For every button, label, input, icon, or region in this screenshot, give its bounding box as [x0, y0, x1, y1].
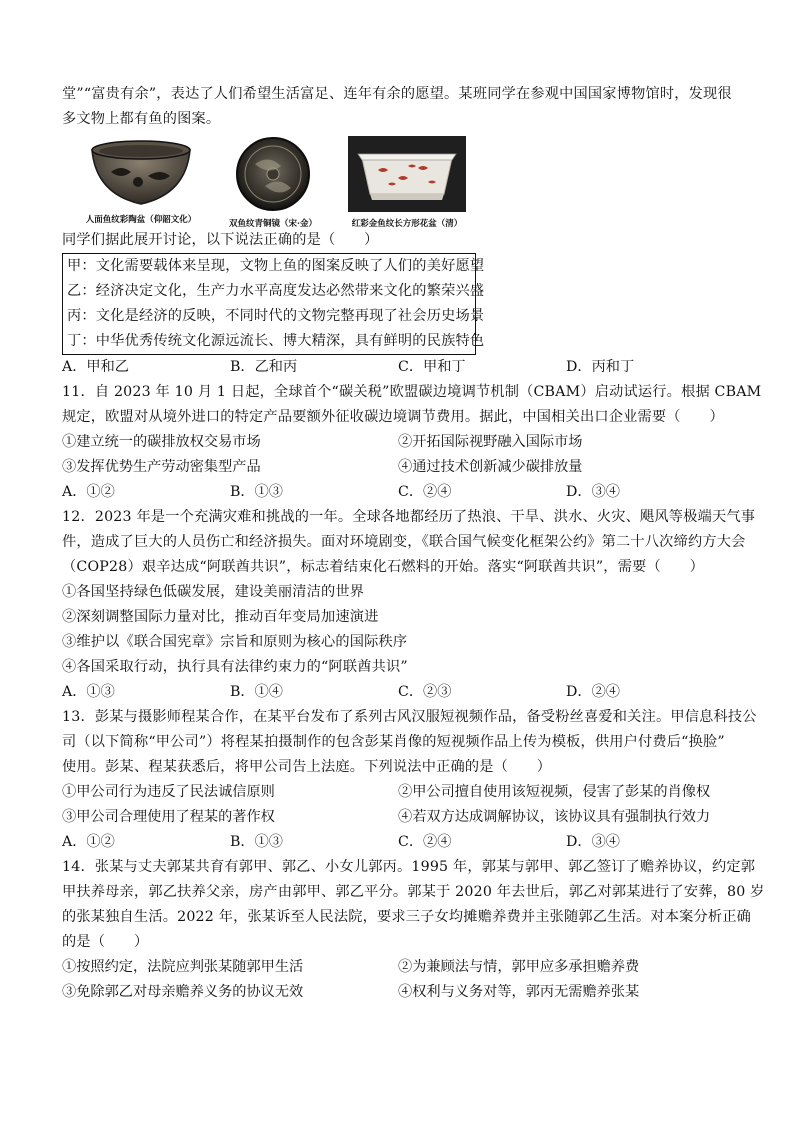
q13-options [62, 830, 734, 855]
q11-stem-2: 规定，欧盟对从境外进口的特定产品要额外征收碳边境调节费用。据此，中国相关出口企业需要（ ） [62, 409, 724, 425]
q13-option-d[interactable]: D．③④ [566, 834, 620, 850]
q10-option-c[interactable]: C．甲和丁 [398, 359, 466, 375]
artifact-images [62, 136, 734, 228]
q10-statement-yi: 乙：经济决定文化，生产力水平高度发达必然带来文化的繁荣兴盛 [67, 283, 485, 299]
q13-items-row-2 [62, 805, 734, 830]
q10-option-a[interactable]: A．甲和乙 [62, 359, 129, 375]
q13-stem-2: 司（以下简称“甲公司”）将程某拍摄制作的包含彭某肖像的短视频作品上传为模板，供用户付费后“换脸” [62, 734, 725, 750]
q11-options [62, 480, 734, 505]
q11-item-2: ②开拓国际视野融入国际市场 [398, 434, 583, 450]
q14-stem-2: 甲扶养母亲，郭乙扶养父亲，房产由郭甲、郭乙平分。郭某于 2020 年去世后，郭乙对郭某进行了安葬，80 岁 [62, 884, 765, 900]
q10-option-d[interactable]: D．丙和丁 [566, 359, 635, 375]
q11-option-c[interactable]: C．②④ [398, 484, 452, 500]
artifact-flowerpot-caption: 红彩金鱼纹长方形花盆（清） [351, 219, 463, 229]
q11-items-row-2 [62, 455, 734, 480]
q10-statement-box [62, 253, 485, 355]
q13-item-2: ②甲公司擅自使用该短视频，侵害了彭某的肖像权 [398, 784, 711, 800]
q14-item-2: ②为兼顾法与情，郭甲应多承担赡养费 [398, 959, 640, 975]
intro-line-1: 堂”“富贵有余”，表达了人们希望生活富足、连年有余的愿望。某班同学在参观中国国家博物馆时，发现很 [62, 86, 732, 102]
q14-stem-1: 14．张某与丈夫郭某共育有郭甲、郭乙、小女儿郭丙。1995 年，郭某与郭甲、郭乙签订了赡养协议，约定郭 [62, 859, 756, 875]
q12-options [62, 680, 734, 705]
q13-item-4: ④若双方达成调解协议，该协议具有强制执行效力 [398, 809, 711, 825]
q10-options [62, 355, 734, 380]
q13-item-3: ③甲公司合理使用了程某的著作权 [62, 809, 275, 825]
exam-page [62, 82, 765, 1005]
q12-stem-3: （COP28）艰辛达成“阿联酋共识”，标志着结束化石燃料的开始。落实“阿联酋共识”，需要（ ） [62, 559, 705, 575]
q12-option-d[interactable]: D．②④ [566, 684, 620, 700]
q13-option-a[interactable]: A．①② [62, 834, 115, 850]
q12-stem-1: 12．2023 年是一个充满灾难和挑战的一年。全球各地都经历了热浪、干旱、洪水、火灾、飓风等极端天气事 [62, 509, 756, 525]
artifact-mirror-caption: 双鱼纹青铜镜（宋·金） [229, 219, 317, 229]
q12-option-b[interactable]: B．①④ [230, 684, 283, 700]
q12-item-4: ④各国采取行动，执行具有法律约束力的“阿联酋共识” [62, 659, 408, 675]
fish-pattern-bowl-image [86, 136, 196, 208]
q14-items-row-1 [62, 955, 734, 980]
artifact-mirror [208, 136, 338, 230]
q14-items-row-2 [62, 980, 734, 1005]
q12-option-a[interactable]: A．①③ [62, 684, 115, 700]
artifact-flowerpot [342, 136, 472, 230]
intro-line-2: 多文物上都有鱼的图案。 [62, 111, 221, 127]
q12-stem-2: 件，造成了巨大的人员伤亡和经济损失。面对环境剧变，《联合国气候变化框架公约》第二十八次缔约方大会 [62, 534, 746, 550]
q14-item-4: ④权利与义务对等，郭丙无需赡养张某 [398, 984, 640, 1000]
q10-option-b[interactable]: B．乙和丙 [230, 359, 298, 375]
q11-item-3: ③发挥优势生产劳动密集型产品 [62, 459, 261, 475]
q13-option-c[interactable]: C．②④ [398, 834, 452, 850]
double-fish-mirror-image [225, 136, 321, 212]
q10-statement-bing: 丙：文化是经济的反映，不同时代的文物完整再现了社会历史场景 [67, 308, 485, 324]
q12-option-c[interactable]: C．②③ [398, 684, 452, 700]
q14-stem-3: 的张某独自生活。2022 年，张某诉至人民法院，要求三子女均摊赡养费并主张随郭乙生活。对本案分析正确 [62, 909, 752, 925]
q11-items-row-1 [62, 430, 734, 455]
artifact-bowl-caption: 人面鱼纹彩陶盆（仰韶文化） [85, 215, 197, 225]
q11-option-a[interactable]: A．①② [62, 484, 115, 500]
q13-stem-3: 使用。彭某、程某获悉后，将甲公司告上法庭。下列说法中正确的是（ ） [62, 759, 552, 775]
artifact-bowl [76, 136, 206, 226]
q12-item-3: ③维护以《联合国宪章》宗旨和原则为核心的国际秩序 [62, 634, 408, 650]
q11-item-4: ④通过技术创新减少碳排放量 [398, 459, 583, 475]
q14-stem-4: 的是（ ） [62, 934, 149, 950]
q11-item-1: ①建立统一的碳排放权交易市场 [62, 434, 261, 450]
q12-item-2: ②深刻调整国际力量对比，推动百年变局加速演进 [62, 609, 379, 625]
q13-items-row-1 [62, 780, 734, 805]
q13-stem-1: 13．彭某与摄影师程某合作，在某平台发布了系列古风汉服短视频作品，备受粉丝喜爱和关注。甲信息科技公 [62, 709, 757, 725]
q11-option-b[interactable]: B．①③ [230, 484, 283, 500]
q10-stem: 同学们据此展开讨论，以下说法正确的是（ ） [62, 232, 379, 248]
q10-statement-ding: 丁：中华优秀传统文化源远流长、博大精深，具有鲜明的民族特色 [67, 333, 485, 349]
q11-stem-1: 11．自 2023 年 10 月 1 日起，全球首个“碳关税”欧盟碳边境调节机制（CBAM）启动试运行。根据 CBAM [62, 384, 762, 400]
q13-option-b[interactable]: B．①③ [230, 834, 283, 850]
q14-item-3: ③免除郭乙对母亲赡养义务的协议无效 [62, 984, 304, 1000]
goldfish-flowerpot-image [348, 136, 466, 212]
q13-item-1: ①甲公司行为违反了民法诚信原则 [62, 784, 275, 800]
q12-item-1: ①各国坚持绿色低碳发展，建设美丽清洁的世界 [62, 584, 365, 600]
q14-item-1: ①按照约定，法院应判张某随郭甲生活 [62, 959, 304, 975]
q11-option-d[interactable]: D．③④ [566, 484, 620, 500]
q10-statement-jia: 甲：文化需要载体来呈现，文物上鱼的图案反映了人们的美好愿望 [67, 258, 485, 274]
